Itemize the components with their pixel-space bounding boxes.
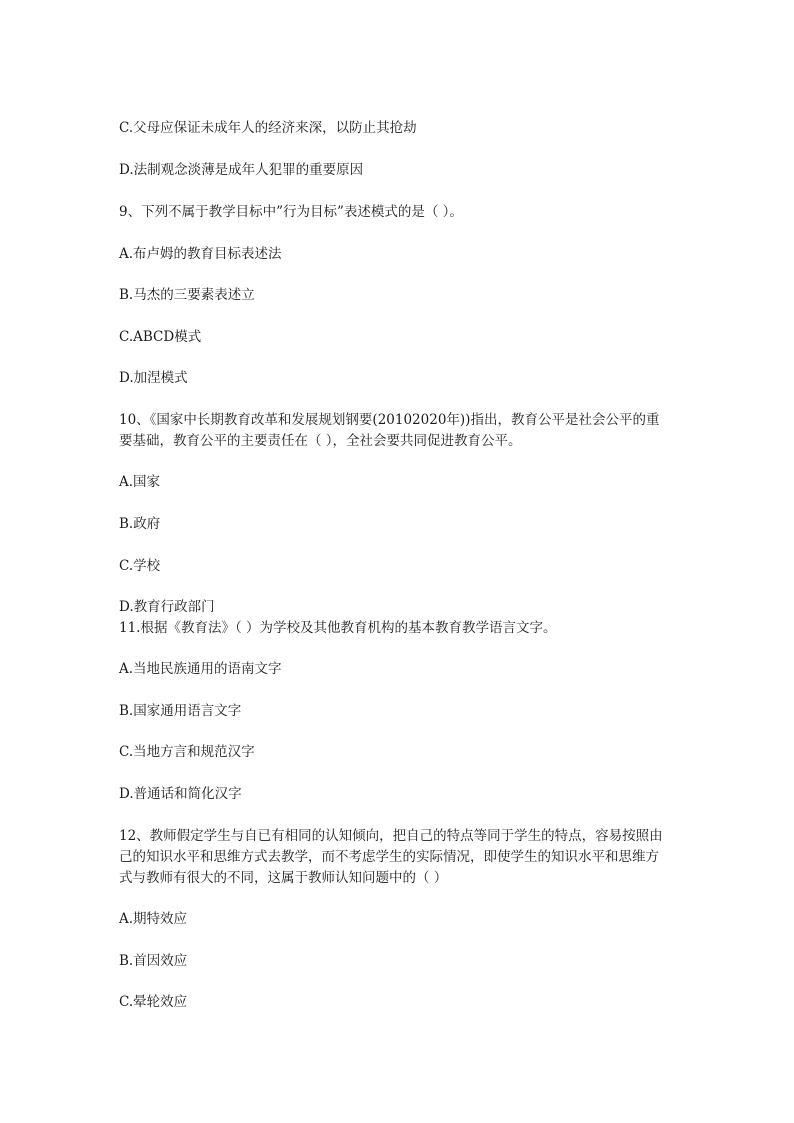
question-12-line-1: 12、教师假定学生与自已有相同的认知倾向，把自己的特点等同于学生的特点，容易按照由	[119, 828, 663, 844]
option-c-q9: C.ABCD模式	[119, 329, 202, 345]
option-a-q12: A.期特效应	[119, 911, 188, 927]
option-b-q11: B.国家通用语言文字	[119, 703, 242, 719]
option-d-q11: D.普通话和简化汉字	[119, 786, 242, 802]
option-b-q10: B.政府	[119, 516, 161, 532]
option-a-q10: A.国家	[119, 474, 161, 490]
option-d-q9: D.加涅模式	[119, 370, 188, 386]
question-12-line-2: 己的知识水平和思维方式去教学，而不考虑学生的实际情况，即使学生的知识水平和思维方	[119, 849, 659, 865]
question-9: 9、下列不属于教学目标中”行为目标”表述模式的是（ ）。	[119, 204, 463, 220]
option-d-q10: D.教育行政部门	[119, 599, 215, 615]
option-b-q9: B.马杰的三要素表述立	[119, 287, 255, 303]
question-10-line-1: 10、《国家中长期教育改革和发展规划钢要(20102020年))指出，教育公平是社会公平的重	[119, 412, 660, 428]
option-c-q8: C.父母应保证未成年人的经济来深，以防止其抢劫	[119, 120, 417, 136]
question-11: 11.根据《教育法》（ ）为学校及其他教育机构的基本教育教学语言文字。	[119, 620, 557, 636]
option-b-q12: B.首因效应	[119, 953, 188, 969]
option-d-q8: D.法制观念淡薄是成年人犯罪的重要原因	[119, 162, 364, 178]
option-c-q11: C.当地方言和规范汉字	[119, 744, 255, 760]
option-c-q10: C.学校	[119, 558, 161, 574]
option-a-q9: A.布卢姆的教育目标表述法	[119, 246, 282, 262]
option-a-q11: A.当地民族通用的语南文字	[119, 661, 282, 677]
question-12-line-3: 式与教师有很大的不同，这属于教师认知问题中的（ ）	[119, 870, 448, 886]
option-c-q12: C.晕轮效应	[119, 994, 188, 1010]
question-10-line-2: 要基础，教育公平的主要责任在（ ），全社会要共同促进教育公平。	[119, 433, 522, 449]
